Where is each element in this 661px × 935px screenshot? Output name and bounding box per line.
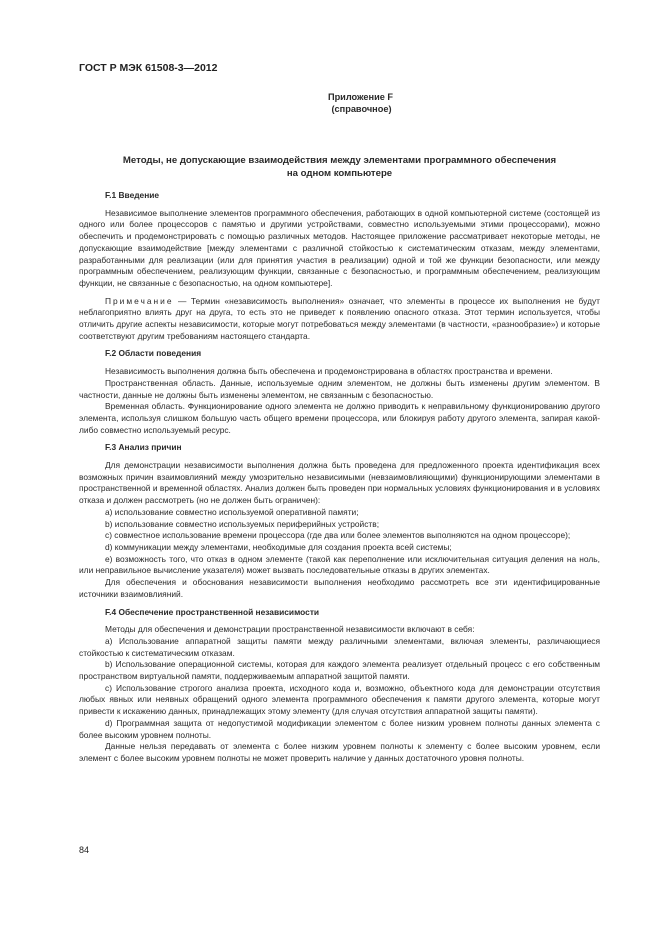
list-item: d) коммуникации между элементами, необходимые для создания проекта всей системы; xyxy=(105,541,452,552)
paragraph: Методы для обеспечения и демонстрации пространственной независимости включают в себя: xyxy=(105,624,475,635)
note-text: — Термин «независимость выполнения» означает, что элементы в процессе их выполнения не будут неблагоприятно влиять друг на друга, то есть это не приведет к появлению опасного отказа. Этот термин используется, чтобы отличить другие аспекты независимости, которые могут потребоваться между элементами (в частности, «разнообразие») и которые соответствуют другим требованиям настоящего стандарта. xyxy=(79,295,600,341)
section-heading-f3: F.3 Анализ причин xyxy=(105,442,182,453)
list-item: b) Использование операционной системы, которая для каждого элемента реализует отдельный процесс с его собственным пространством виртуальной памяти, поддерживаемым аппаратной защитой памяти. xyxy=(79,659,600,682)
section-heading-f1: F.1 Введение xyxy=(105,190,160,200)
annex-note: (справочное) xyxy=(331,104,392,114)
paragraph: Независимое выполнение элементов программного обеспечения, работающих в одной компьютерной системе (состоящей из одного или более процессоров с памятью и другими устройствами, совместно используемыми этими процессорами), можно обеспечить и продемонстрировать с помощью различных методов. Настоящее приложение рассматривает некоторые методы, не допускающие взаимодействие [между элементами с различной стойкостью к систематическим отказам, между элементами, разработанными для реализации (или для принятия участия в реализации) одной и той же функции безопасности, или между программным обеспечением, реализующим функции, связанные с безопасностью, и программным обеспечением, реализующим функции, не связанные с безопасностью, на одном компьютере]. xyxy=(79,207,600,288)
list-item: b) использование совместно используемых периферийных устройств; xyxy=(105,518,380,529)
paragraph: Временная область. Функционирование одного элемента не должно приводить к неправильному функционированию другого элемента, используя слишком большую часть общего времени процессора, или блокируя работу другого элемента, запирая какой-либо совместно используемый ресурс. xyxy=(79,401,600,435)
appendix-title-line2: на одном компьютере xyxy=(286,168,393,179)
note-paragraph xyxy=(79,296,600,343)
note-label: Примечание xyxy=(105,295,174,306)
list-item: a) использование совместно используемой оперативной памяти; xyxy=(105,506,359,517)
paragraph: Для демонстрации независимости выполнения должна быть проведена для предложенного проекта идентификация всех возможных причин взаимовлияний между умозрительно независимыми (невзаимовлияющими) функционирующими элементами в пространственной и временной областях. Анализ должен быть проведен при нормальных условиях функционирования и в условиях отказа и должен рассмотреть (но не должен быть ограничен): xyxy=(79,460,600,506)
section-heading-f4: F.4 Обеспечение пространственной независимости xyxy=(105,606,320,617)
paragraph: Данные нельзя передавать от элемента с более низким уровнем полноты к элементу с более высоким уровнем, если элемент с более высоким уровнем полноты не может проверить наличие у данных достаточного уровня полноты. xyxy=(79,741,600,763)
list-item: d) Программная защита от недопустимой модификации элементом с более низким уровнем полноты данных элемента с более высоким уровнем полноты. xyxy=(79,717,600,740)
list-item: a) Использование аппаратной защиты памяти между различными элементами, включая элементы, различающиеся стойкостью к систематическим отказам. xyxy=(79,635,600,658)
appendix-title-line1: Методы, не допускающие взаимодействия между элементами программного обеспечения xyxy=(122,155,557,166)
list-item: e) возможность того, что отказ в одном элементе (такой как переполнение или исключительная ситуация деления на ноль, или неправильное вычисление указателя) может вызвать последовательные отказы в других элементах. xyxy=(79,553,600,576)
document-body xyxy=(79,190,600,765)
annex-heading xyxy=(79,91,600,115)
page-number: 84 xyxy=(79,845,90,855)
paragraph: Пространственная область. Данные, используемые одним элементом, не должны быть изменены другим элементом. В частности, данные не должны быть изменены элементом, не связанным с безопасностью. xyxy=(79,377,600,400)
standard-header: ГОСТ Р МЭК 61508-3—2012 xyxy=(79,62,218,74)
list-item: c) совместное использование времени процессора (где два или более элементов выполняются на одном процессоре); xyxy=(105,530,571,541)
annex-title: Приложение F xyxy=(327,92,394,102)
appendix-title xyxy=(79,154,600,180)
paragraph: Для обеспечения и обоснования независимости выполнения необходимо рассмотреть все эти идентифицированные источники взаимовлияний. xyxy=(79,577,600,599)
section-heading-f2: F.2 Области поведения xyxy=(105,348,202,359)
paragraph: Независимость выполнения должна быть обеспечена и продемонстрирована в областях пространства и времени. xyxy=(105,366,553,377)
list-item: c) Использование строгого анализа проекта, исходного кода и, возможно, объектного кода для демонстрации отсутствия любых явных или неявных обращений одного элемента программного обеспечения к памяти другого элемента, которые могут привести к искажению данных, принадлежащих этому элементу (для случая отсутствия аппаратной защиты памяти). xyxy=(79,682,600,717)
